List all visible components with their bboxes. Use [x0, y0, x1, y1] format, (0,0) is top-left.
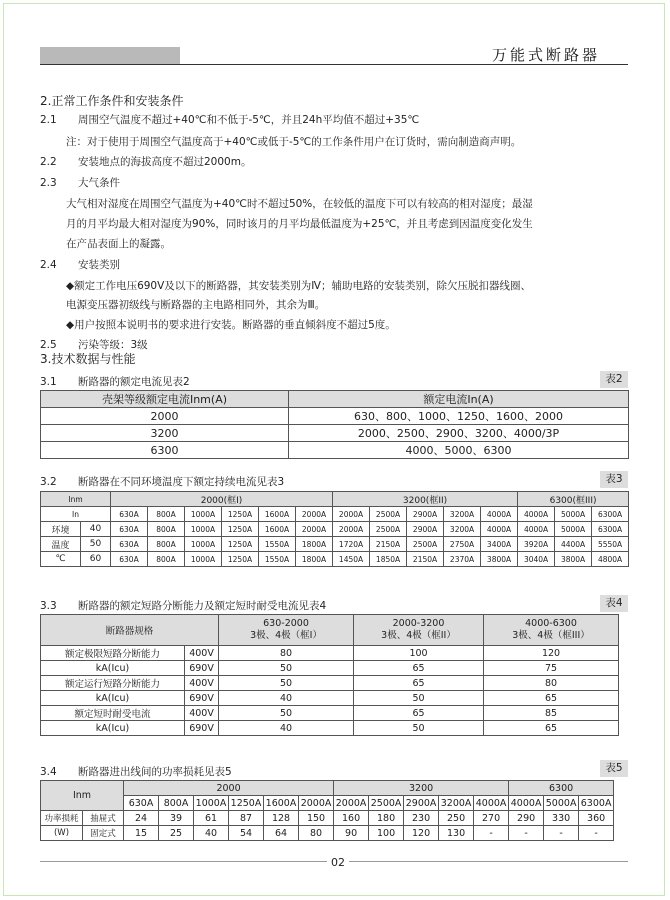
- table-row: kA(Icu) 690V 50 65 75: [41, 661, 619, 676]
- table-row: 额定运行短路分断能力 400V 50 65 80: [41, 676, 619, 691]
- table-row: kA(Icu) 690V 40 50 65: [41, 691, 619, 706]
- item-2-1: 2.1 周围空气温度不超过+40℃和不低于-5℃，并且24h平均值不超过+35℃: [40, 114, 420, 126]
- table-row: 功率损耗 抽屉式 24 39 61 87 128 150 160 180 230 250 270 290 330 360: [41, 811, 614, 826]
- item-2-4: 2.4 安装类别: [40, 259, 120, 271]
- section-2-title: 2.正常工作条件和安装条件: [40, 94, 184, 108]
- table2-badge: 表2: [600, 371, 628, 388]
- table-4: [40, 614, 619, 736]
- table-5: [40, 780, 614, 841]
- item-2-4-line3: ◆用户按照本说明书的要求进行安装。断路器的垂直倾斜度不超过5度。: [66, 319, 396, 331]
- table-row: 环境 40 630A 800A 1000A 1250A 1600A 2000A 2000A 2500A 2900A 3200A 4000A 4000A 5000A 6300A: [41, 522, 629, 537]
- table-row: Inm 2000 3200 6300: [41, 781, 614, 796]
- table4-caption: 3.3 断路器的额定短路分断能力及额定短时耐受电流见表4: [40, 600, 327, 612]
- table-row: ℃ 60 630A 800A 1000A 1250A 1550A 1800A 1450A 1850A 2150A 2370A 3800A 3040A 3800A 4800A: [41, 552, 629, 567]
- table-row: (W) 固定式 15 25 40 54 64 80 90 100 120 130 - - - -: [41, 826, 614, 841]
- page-title: 万能式断路器: [492, 46, 601, 64]
- item-2-2: 2.2 安装地点的海拔高度不超过2000m。: [40, 156, 252, 168]
- header-rule: [40, 64, 628, 65]
- item-2-4-line2: 电源变压器初级线与断路器的主电路相同外，其余为Ⅲ。: [66, 299, 326, 311]
- item-2-5: 2.5 污染等级：3级: [40, 339, 148, 351]
- page-number: 02: [327, 856, 349, 869]
- item-2-3-line3: 在产品表面上的凝露。: [66, 238, 171, 250]
- table-row: 3200 2000、2500、2900、3200、4000/3P: [41, 425, 629, 442]
- table5-caption: 3.4 断路器进出线间的功率损耗见表5: [40, 766, 232, 778]
- item-2-3-line1: 大气相对湿度在周围空气温度为+40℃时不超过50%，在较低的温度下可以有较高的相对湿度；最湿: [66, 198, 533, 210]
- table-row: 额定极限短路分断能力 400V 80 100 120: [41, 646, 619, 661]
- table5-badge: 表5: [600, 760, 628, 777]
- header-bar: [40, 47, 180, 64]
- table-row: In 630A 800A 1000A 1250A 1600A 2000A 2000A 2500A 2900A 3200A 4000A 4000A 5000A 6300A: [41, 507, 629, 522]
- table-row: 2000 630、800、1000、1250、1600、2000: [41, 408, 629, 425]
- table-row: 温度 50 630A 800A 1000A 1250A 1550A 1800A 1720A 2150A 2500A 2750A 3400A 3920A 4400A 5550A: [41, 537, 629, 552]
- table3-badge: 表3: [600, 471, 628, 488]
- section-3-title: 3.技术数据与性能: [40, 352, 136, 366]
- item-2-3-line2: 月的月平均最大相对湿度为90%，同时该月的月平均最低温度为+25℃，并且考虑到因温度变化发生: [66, 218, 533, 230]
- table4-badge: 表4: [600, 595, 628, 612]
- table-row: 6300 4000、5000、6300: [41, 442, 629, 459]
- table2-caption: 3.1 断路器的额定电流见表2: [40, 376, 190, 388]
- item-2-1-note: 注：对于使用于周围空气温度高于+40℃或低于-5℃的工作条件用户在订货时，需向制造商声明。: [66, 136, 522, 148]
- table3-caption: 3.2 断路器在不同环境温度下额定持续电流见表3: [40, 476, 285, 488]
- table-row: 630A 800A 1000A 1250A 1600A 2000A 2000A 2500A 2900A 3200A 4000A 4000A 5000A 6300A: [41, 796, 614, 811]
- table-row: 断路器规格 630-2000 3极、4极（框I） 2000-3200 3极、4极（框II） 4000-6300 3极、4极（框III）: [41, 615, 619, 646]
- table-2: [40, 390, 629, 459]
- table-row: 额定短时耐受电流 400V 50 65 85: [41, 706, 619, 721]
- item-2-3: 2.3 大气条件: [40, 177, 120, 189]
- table-row: 壳架等级额定电流Inm(A) 额定电流In(A): [41, 391, 629, 408]
- table-row: kA(Icu) 690V 40 50 65: [41, 721, 619, 736]
- table-row: Inm 2000(框I) 3200(框II) 6300(框III): [41, 492, 629, 507]
- item-2-4-line1: ◆额定工作电压690V及以下的断路器，其安装类别为Ⅳ；辅助电路的安装类别，除欠压脱扣器线圈、: [66, 280, 531, 292]
- table-3: [40, 491, 629, 567]
